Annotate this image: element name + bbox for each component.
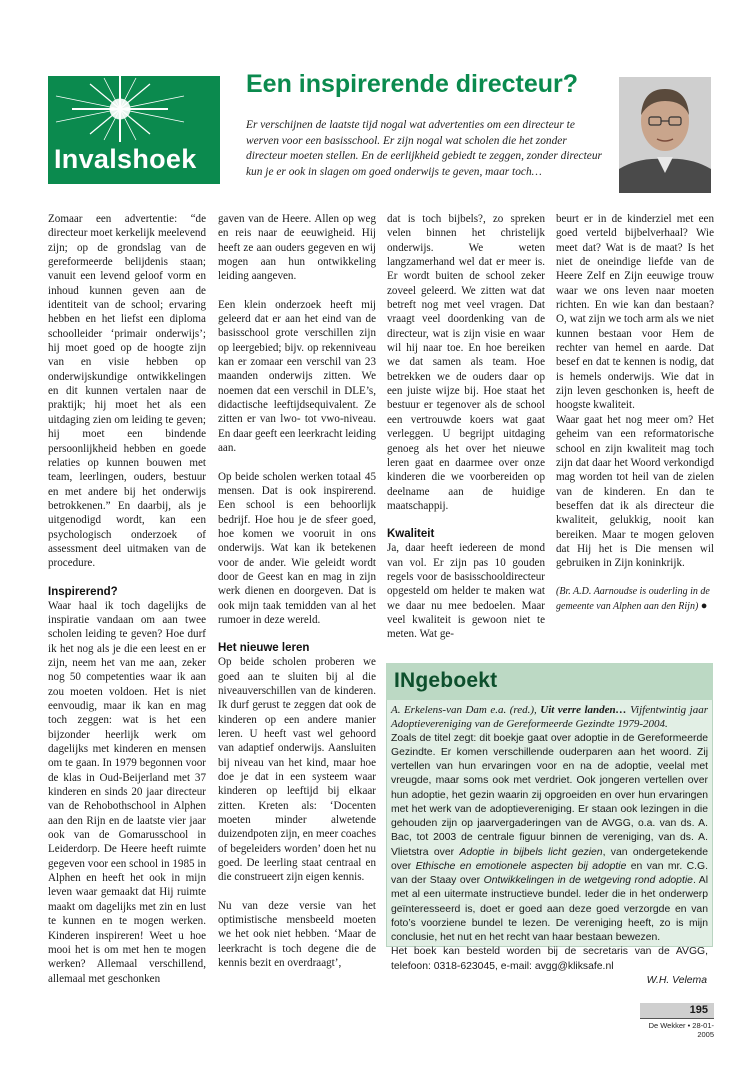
article-column-3: [387, 212, 545, 642]
article-column-1: [48, 212, 206, 986]
book-subtitle: Vijfentwintig jaar Adoptievereniging van de Gereformeerde Gezindte 1979-2004.: [391, 704, 708, 731]
end-mark-icon: ●: [700, 599, 708, 612]
lecture-title: Ontwikkelingen in de wetgeving rond adoptie: [483, 875, 693, 886]
paragraph: Zomaar een advertentie: “de directeur moet kerkelijk meelevend zijn; op de grondslag van de gereformeerde belijdenis staan; vanuit een levend geloof vorm en inhoud kunnen geven aan de identiteit van de school; ervaring hebben en het liefst een diploma schoolleider ‘primair onderwijs’; hij moet goed op de hoogte zijn van en visie hebben op onderwijskundige ontwikkelingen en dit kunnen vertalen naar de praktijk; hij moet het als een uitdaging zien om leiding te geven; hij moet een bindende persoonlijkheid hebben en goede relaties op kunnen bouwen met team, leerlingen, ouders, bestuur en met andere bij het onderwijs betrokkenen.” En daarbij, als je uitgenodigd wordt, kan een psychologisch onderzoek of assessment deel uitmaken van de procedure.: [48, 213, 206, 570]
paragraph: Waar haal ik toch dagelijks de inspiratie vandaan om aan twee scholen leiding te geven? Hoe durf ik het nog als je die een leest en er zijn, neem het van me aan, zeker nog 50 competenties waar ik aan zou moeten voldoen. Het is niet eenvoudig, maar ik kan en mag toch zeggen: wat is het een bijzonder heerlijk werk om dagelijks met kinderen en mensen om te gaan. In 1979 begonnen voor de klas in Oud-Beijerland met 37 kinderen en sinds 20 jaar directeur van de Rehobothschool in Alphen aan den Rijn en de laatste vier jaar ook van de Gomarusschool in Leiderdorp. De Heere heeft ruimte gegeven voor een school in 1985 in Alphen en heeft het ook in mijn leven waar gemaakt dat Hij ruimte maakt om dagelijks met zin en lust te kunnen en te mogen werken. Kinderen inspireren! Weet u hoe mooi het is om met hen te mogen werken? Allemaal verschillend, allemaal met geschonken: [48, 599, 206, 985]
review-text-part: en van mr. C.G. van der Staay over: [391, 860, 709, 886]
book-review-body: [391, 703, 708, 988]
subheading-nieuwe-leren: Het nieuwe leren: [218, 642, 310, 655]
publication-info: De Wekker • 28-01-2005: [648, 1021, 714, 1039]
paragraph: Ja, daar heeft iedereen de mond van vol. Er zijn pas 10 gouden regels voor de basisschooldirecteur opgesteld om helder te maken wat we daar nu mee bedoelen. Maar veel kwaliteit is gewoon niet te meten. Wat ge-: [387, 542, 545, 641]
paragraph: gaven van de Heere. Allen op weg en reis naar de eeuwigheid. Hij heeft ze aan ouders gegeven en wij mogen aan hun ontwikkeling leiding aangeven.: [218, 213, 376, 283]
review-text-part: . Al met al een uitermate instructieve bundel. Ieder die in het onderwerp geïnteresseerd is, doet er goed aan deze goed verzorgde en van foto’s voorziene bundel te lezen. De vereniging heeft, zo is mijn conclusie, het nut en het recht van haar bestaan bewezen.: [391, 875, 708, 943]
review-text-part: , van ondergetekende over: [391, 846, 708, 872]
page-title: Een inspirerende directeur?: [246, 70, 579, 98]
paragraph: Waar gaat het nog meer om? Het geheim van een reformatorische school en zijn kwaliteit mag toch zijn dat daar het Woord verkondigd mag worden tot heil van de zielen van de kinderen. En dan te beseffen dat ik als directeur die kwaliteit, gelukkig, nooit kan bereiken. Maar te mogen geloven dat Hij het is Die mensen wil gebruiken in Zijn koninkrijk.: [556, 413, 714, 570]
portrait-icon: [619, 77, 711, 193]
article-column-4: [556, 212, 714, 614]
article-column-2: [218, 212, 376, 971]
footer-divider: [640, 1018, 714, 1019]
section-label: Invalshoek: [54, 144, 197, 174]
review-signature: W.H. Velema: [646, 974, 707, 986]
subheading-kwaliteit: Kwaliteit: [387, 528, 435, 541]
paragraph: Nu van deze versie van het optimistische mensbeeld moeten we het ook niet hebben. ‘Maar de leerkracht is toch degene die de kennis bezit en overdraagt’,: [218, 899, 376, 970]
author-credit: [556, 585, 714, 614]
lecture-title: Adoptie in bijbels licht gezien: [459, 846, 603, 858]
paragraph: Op beide scholen werken totaal 45 mensen. Dat is ook inspirerend. Een school is een behoorlijk bedrijf. Hoe hou je de sfeer goed, hoe komen we vooruit in ons onderwijs. Wat kan ik betekenen voor de ander. Wie geleidt wordt door de Geest kan en mag in zijn werk dienen en doorgeven. Dat is ook mijn taak temidden van al het rumoer in deze wereld.: [218, 470, 376, 626]
review-text-part: Zoals de titel zegt: dit boekje gaat over adoptie in de Gereformeerde Gezindte. Er komen verschillende ouderparen aan het woord. Zij vertellen van hun ervaringen voor en na de adoptie, veelal met vreugde, maar soms ook met verdriet. Ook jongeren vertellen over hun adoptie, het gezin waarin zij opgroeiden en over hun ervaringen met het werk van de adoptievereniging. Er staan ook lezingen in die gehouden zijn op jaarvergaderingen van de AVGG, o.a. van ds. A. Bac, tot 2003 de centrale figuur binnen de vereniging, van ds. A. Vlietstra over: [391, 732, 708, 858]
paragraph: Een klein onderzoek heeft mij geleerd dat er aan het eind van de basisschool grote verschillen zijn op leergebied; bijv. op rekenniveau kan er zomaar een verschil van 23 maanden onderwijs zitten. We noemen dat een verschil in DLE’s, didactische leeftijdsequivalent. Ze zitten er van lwo- tot vwo-niveau. En daar geeft een leerkracht leiding aan.: [218, 298, 376, 455]
article-intro: Er verschijnen de laatste tijd nogal wat advertenties om een directeur te werven voor een basisschool. Er zijn nogal wat scholen die het zonder directeur moeten stellen. En de eerlijkheid gebiedt te zeggen, zonder directeur kun je er ook in slagen om goed onderwijs te geven, maar toch…: [246, 119, 602, 178]
subheading-inspirerend: Inspirerend?: [48, 585, 118, 598]
paragraph: Op beide scholen proberen we goed aan te sluiten bij al die niveauverschillen van de kinderen. Ik durf gerust te zeggen dat ook de kinderen op een andere manier leren. U heeft vast wel gehoord van adaptief onderwijs. Aansluiten bij niveau van het kind, maar hoe doe je dat in een systeem waar kinderen op leeftijd bij elkaar zitten. Kreten als: ‘Docenten moeten minder alwetende duizendpoten zijn, en meer coaches of begeleiders worden’ doen het nu goed. De leerling staat centraal en die construeert zijn eigen kennis.: [218, 656, 377, 884]
book-title: Uit verre landen…: [540, 704, 627, 716]
section-logo: [48, 76, 220, 184]
paragraph: dat is toch bijbels?, zo spreken velen binnen het christelijk onderwijs. We weten langzamerhand wel dat er meer is. Er wordt buiten de school zeker zoveel geleerd. We zitten wat dat betreft nog met veel vragen. Dat vraagt veel doordenking van de directeur, wat is zijn visie en waar wil hij naar toe. En hoe bereiken we dat samen als team. Hoe betrekken we de ouders daar op een juiste wijze bij. Hoe staat het bestuur er tegenover als de school een vertrouwde koers wat gaat verleggen. U begrijpt uitdaging genoeg als het over het nieuwe leren gaat en daarmee over onze kinderen die we voorbereiden op deelname aan de huidige maatschappij.: [387, 213, 545, 512]
book-review-title: INgeboekt: [386, 663, 713, 700]
order-info: Het boek kan besteld worden bij de secretaris van de AVGG, telefoon: 0318-623045, e-mail: avgg@kliksafe.nl: [391, 946, 708, 972]
author-photo: [619, 77, 711, 193]
review-text: [391, 732, 708, 946]
book-reference: [391, 703, 708, 732]
book-authors: A. Erkelens-van Dam e.a. (red.),: [391, 704, 537, 716]
page-number: 195: [640, 1003, 714, 1018]
credit-text: (Br. A.D. Aarnoudse is ouderling in de gemeente van Alphen aan den Rijn): [556, 585, 710, 612]
paragraph: beurt er in de kinderziel met een goed verteld bijbelverhaal? Wie meet dat? Wat is de maat? Is het niet de oneindige liefde van de Heere Zelf en Zijn eeuwige trouw waar we ons leven naar moeten richten. En wie kan dan bestaan? O, wat zijn we toch arm als we niet kunnen bestaan voor Hem de rechter van hemel en aarde. Dat besef en dat te kennen is nodig, dat is hemels onderwijs. Wie dat in zijn leven geschonken is, heeft de hoogste kwaliteit.: [556, 213, 714, 412]
lecture-title: Ethische en emotionele aspecten bij adoptie: [415, 860, 627, 872]
